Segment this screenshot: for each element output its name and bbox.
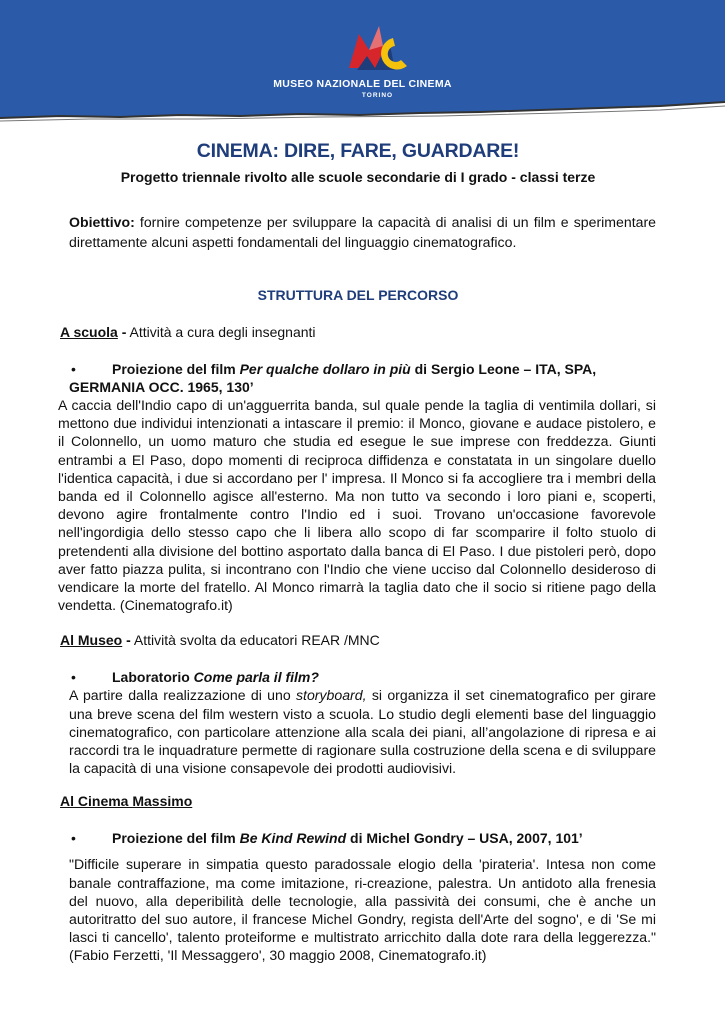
objective-paragraph — [60, 212, 656, 252]
item-c-suffix: di Michel Gondry – USA, 2007, 101’ — [346, 830, 583, 847]
item-c-prefix: Proiezione del film — [112, 830, 240, 847]
part-b-dash: - — [122, 632, 131, 649]
objective-text: fornire competenze per sviluppare la capacità di analisi di un film e sperimentare direttamente alcuni aspetti fondamentali del linguaggio cinematografico. — [69, 214, 656, 250]
page-subtitle: Progetto triennale rivolto alle scuole secondarie di I grado - classi terze — [120, 169, 596, 185]
part-b-text: Attività svolta da educatori REAR /MNC — [130, 632, 380, 649]
list-item-screening-c — [60, 829, 656, 847]
para-b-start: A partire dalla realizzazione di uno — [69, 687, 296, 704]
bullet-icon: • — [71, 361, 76, 377]
list-item-screening-a — [60, 360, 656, 396]
item-a-suffix: di Sergio Leone – ITA, SPA, — [410, 361, 597, 377]
banner-torn-edge — [0, 96, 725, 130]
museum-name: MUSEO NAZIONALE DEL CINEMA — [273, 78, 452, 90]
part-heading-cinema — [60, 793, 656, 809]
museum-logo — [345, 16, 411, 76]
museum-city: TORINO — [361, 92, 394, 99]
header-banner — [0, 0, 725, 130]
para-b-rest: si organizza il set cinematografico per girare una breve scena del film western visto a scuola. Lo studio degli elementi base del linguaggio cinematografico, con particolare attenzione alla scala dei piani, all’angolazione di ripresa e ai raccordi tra le inquadrature permette di ragionare sulla costruzione della scena e di sviluppare la capacità di una visione consapevole dei prodotti audiovisivi. — [69, 687, 656, 777]
item-c-film: Be Kind Rewind — [239, 830, 347, 847]
bullet-icon: • — [71, 830, 76, 847]
section-title: STRUTTURA DEL PERCORSO — [257, 287, 459, 303]
review-c: "Difficile superare in simpatia questo paradossale elogio della 'pirateria'. Intesa non come banale contraffazione, ma come imitazione, ri-creazione, palestra. Un antidoto alla frenesia del nuovo, alla deperibilità delle tecnologie, alla passività dei consumi, che è anche un autoritratto del suo autore, il francese Michel Gondry, regista dell'Arte del sogno', e di 'Se mi lasci ti cancello', talento proteiforme e multistrato arricchito dalla dote rara della leggerezza." (Fabio Ferzetti, 'Il Messaggero', 30 maggio 2008, Cinematografo.it) — [69, 856, 656, 964]
item-a-prefix: Proiezione del film — [112, 361, 240, 377]
page-title: CINEMA: DIRE, FARE, GUARDARE! — [196, 140, 520, 162]
item-a-line2: GERMANIA OCC. 1965, 130’ — [69, 379, 254, 395]
synopsis-a: A caccia dell'Indio capo di un'agguerrita banda, sul quale pende la taglia di ventimila dollari, si mettono due individui intenzionati a intascare il premio: il Monco, giovane e audace pistolero, e il Colonnello, un uomo maturo che studia ed esegue le sue imprese con freddezza. Giunti entrambi a El Paso, dopo momenti di reciproca diffidenza e constatata in un singolare duello l'identica capacità, i due si accordano per l' impresa. Il Monco si fa accogliere tra i membri della banda ed il Colonnello agisce all'esterno. Ma non tutto va secondo i loro piani e, scoperti, devono agire frontalmente contro l'Indio ed i suoi. Trovano un'occasione favorevole nell'ingordigia dello stesso capo che li libera allo scopo di far scomparire il folto stuolo di pretendenti alla divisione del bottino asportato dalla banca di El Paso. I due pistoleri però, dopo aver fatto piazza pulita, si incontrano con l'Indio che viene ucciso dal Colonnello desideroso di vendicare la morte del fratello. Al Monco rimarrà la taglia dato che il socio si ritiene pago della vendetta. (Cinematografo.it) — [58, 397, 656, 614]
workshop-description — [69, 686, 656, 777]
bullet-icon: • — [71, 669, 76, 686]
list-item-workshop — [60, 668, 656, 686]
document-body — [60, 140, 656, 965]
item-b-title: Come parla il film? — [193, 669, 319, 686]
part-a-text: Attività a cura degli insegnanti — [126, 324, 316, 340]
part-b-label: Al Museo — [60, 632, 123, 649]
item-b-prefix: Laboratorio — [112, 669, 194, 686]
part-heading-school — [60, 324, 656, 340]
part-c-label: Al Cinema Massimo — [60, 793, 193, 810]
para-b-italic: storyboard, — [296, 687, 367, 704]
part-a-label: A scuola — [60, 324, 118, 340]
objective-label: Obiettivo: — [69, 214, 135, 230]
part-heading-museum — [60, 632, 656, 648]
item-a-film: Per qualche dollaro in più — [239, 361, 411, 377]
part-a-dash: - — [117, 324, 127, 340]
